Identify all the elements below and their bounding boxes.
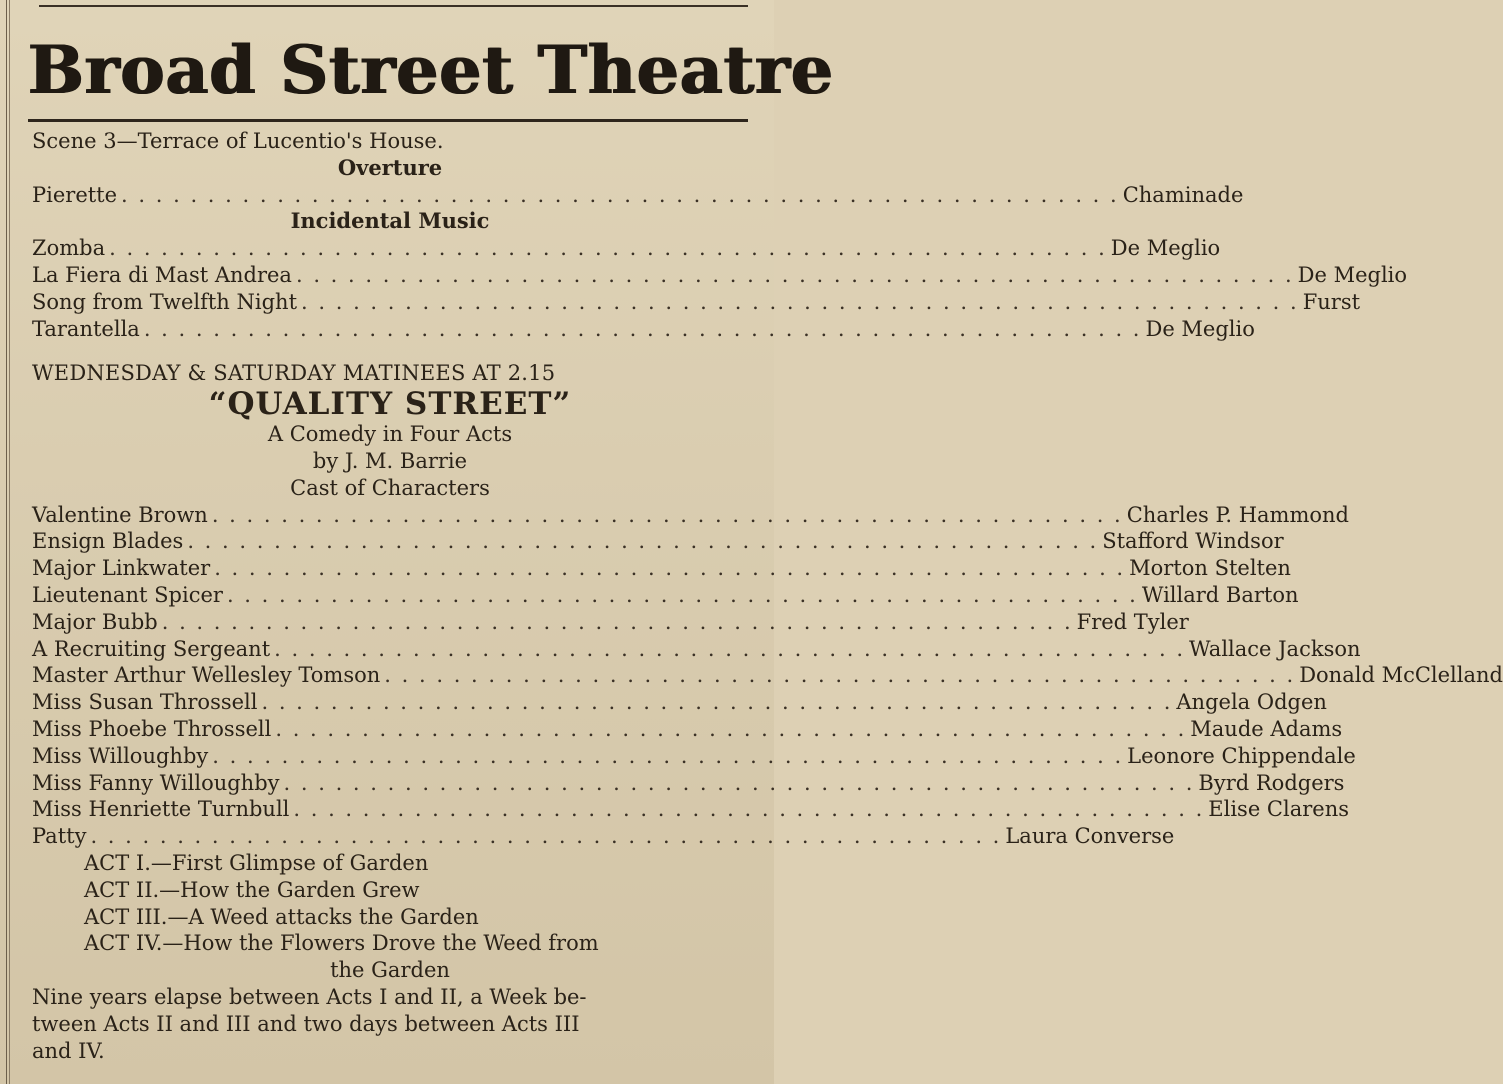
- matinee-announcement: WEDNESDAY & SATURDAY MATINEES AT 2.15: [32, 361, 556, 386]
- cast-role: Valentine Brown: [32, 502, 208, 527]
- cast-role: Miss Henriette Turnbull: [32, 797, 290, 822]
- leader-dots: . . . . . . . . . . . . . . . . . . . . . . . . . . . . . . . . . . . . . . . . . . . . . . . . . . . . .: [293, 797, 1205, 822]
- cast-actor: Laura Converse: [1005, 824, 1175, 849]
- cast-actor: Angela Odgen: [1176, 690, 1327, 715]
- incidental-heading: Incidental Music: [290, 208, 490, 234]
- cast-row: [32, 689, 1327, 716]
- leader-dots: . . . . . . . . . . . . . . . . . . . . . . . . . . . . . . . . . . . . . . . . . . . . . . . . . . . . .: [261, 690, 1173, 715]
- cast-actor: Elise Clarens: [1208, 797, 1349, 822]
- cast-role: Major Bubb: [32, 609, 158, 634]
- leader-dots: . . . . . . . . . . . . . . . . . . . . . . . . . . . . . . . . . . . . . . . . . . . . . . . . . . . . .: [275, 716, 1187, 741]
- cast-row: [32, 662, 1503, 689]
- note-line: and IV.: [32, 1038, 105, 1063]
- cast-row: [32, 555, 1291, 582]
- program-content: [32, 128, 1503, 1064]
- leader-dots: . . . . . . . . . . . . . . . . . . . . . . . . . . . . . . . . . . . . . . . . . . . . . . . . . . . . .: [283, 770, 1195, 795]
- cast-actor: Willard Barton: [1141, 582, 1299, 607]
- act-line: ACT IV.—How the Flowers Drove the Weed from: [84, 931, 599, 956]
- music-composer: De Meglio: [1145, 316, 1255, 341]
- acts-list: [32, 850, 748, 957]
- cast-row: [32, 716, 1343, 743]
- music-composer: Chaminade: [1122, 182, 1244, 207]
- leader-dots: . . . . . . . . . . . . . . . . . . . . . . . . . . . . . . . . . . . . . . . . . . . . . . . . . . . . .: [226, 582, 1138, 607]
- cast-row: [32, 502, 1349, 529]
- play-author: by J. M. Barrie: [312, 448, 468, 473]
- note-paragraph: [32, 984, 748, 1064]
- cast-heading: Cast of Characters: [290, 475, 490, 500]
- cast-role: Master Arthur Wellesley Tomson: [32, 663, 381, 688]
- masthead-title: Broad Street Theatre: [28, 31, 834, 109]
- cast-actor: Charles P. Hammond: [1126, 502, 1349, 527]
- cast-actor: Donald McClelland: [1299, 663, 1503, 688]
- leader-dots: . . . . . . . . . . . . . . . . . . . . . . . . . . . . . . . . . . . . . . . . . . . . . . . . . . . . . . . . . .: [301, 289, 1299, 314]
- spacer: [32, 342, 748, 360]
- music-piece: Zomba: [32, 236, 106, 261]
- cast-role: Lieutenant Spicer: [32, 582, 223, 607]
- cast-row: [32, 609, 1189, 636]
- cast-role: Major Linkwater: [32, 556, 211, 581]
- play-subtitle: A Comedy in Four Acts: [267, 422, 513, 447]
- left-border-inner: [9, 0, 10, 1084]
- cast-actor: Wallace Jackson: [1189, 636, 1361, 661]
- leader-dots: . . . . . . . . . . . . . . . . . . . . . . . . . . . . . . . . . . . . . . . . . . . . . . . . . . . . .: [212, 743, 1124, 768]
- cast-actor: Stafford Windsor: [1102, 529, 1284, 554]
- cast-row: [32, 796, 1349, 823]
- overture-heading: Overture: [337, 154, 443, 180]
- act-line: ACT II.—How the Garden Grew: [84, 877, 420, 902]
- cast-actor: Fred Tyler: [1076, 609, 1189, 634]
- play-title: “QUALITY STREET”: [208, 386, 572, 423]
- music-composer: De Meglio: [1110, 236, 1221, 261]
- cast-role: Miss Fanny Willoughby: [32, 770, 280, 795]
- leader-dots: . . . . . . . . . . . . . . . . . . . . . . . . . . . . . . . . . . . . . . . . . . . . . . . . . . . . .: [384, 663, 1296, 688]
- cast-actor: Maude Adams: [1190, 716, 1343, 741]
- cast-role: Ensign Blades: [32, 529, 184, 554]
- cast-role: Patty: [32, 824, 87, 849]
- note-line: Nine years elapse between Acts I and II, a Week be-: [32, 984, 587, 1009]
- music-piece: Song from Twelfth Night: [32, 289, 298, 314]
- act-line: ACT I.—First Glimpse of Garden: [84, 850, 429, 875]
- cast-actor: Leonore Chippendale: [1127, 743, 1356, 768]
- cast-role: A Recruiting Sergeant: [32, 636, 271, 661]
- music-row: [32, 289, 1361, 316]
- cast-row: [32, 636, 1361, 663]
- leader-dots: . . . . . . . . . . . . . . . . . . . . . . . . . . . . . . . . . . . . . . . . . . . . . . . . . . . . . . . . . .: [109, 236, 1107, 261]
- leader-dots: . . . . . . . . . . . . . . . . . . . . . . . . . . . . . . . . . . . . . . . . . . . . . . . . . . . . .: [211, 502, 1123, 527]
- cast-row: [32, 528, 1284, 555]
- cast-list: [32, 502, 1503, 850]
- act4-continuation: the Garden: [330, 958, 450, 983]
- cast-role: Miss Susan Throssell: [32, 690, 258, 715]
- act-line: ACT III.—A Weed attacks the Garden: [84, 904, 479, 929]
- music-piece: Tarantella: [32, 316, 140, 341]
- music-row: [32, 182, 1244, 209]
- music-row: [32, 316, 1255, 343]
- cast-row: [32, 823, 1175, 850]
- cast-row: [32, 743, 1356, 770]
- leader-dots: . . . . . . . . . . . . . . . . . . . . . . . . . . . . . . . . . . . . . . . . . . . . . . . . . . . . .: [214, 556, 1126, 581]
- leader-dots: . . . . . . . . . . . . . . . . . . . . . . . . . . . . . . . . . . . . . . . . . . . . . . . . . . . . .: [187, 529, 1099, 554]
- cast-actor: Morton Stelten: [1129, 556, 1291, 581]
- music-piece: La Fiera di Mast Andrea: [32, 262, 292, 287]
- leader-dots: . . . . . . . . . . . . . . . . . . . . . . . . . . . . . . . . . . . . . . . . . . . . . . . . . . . . .: [90, 824, 1002, 849]
- scene-line: Scene 3—Terrace of Lucentio's House.: [32, 129, 444, 153]
- leader-dots: . . . . . . . . . . . . . . . . . . . . . . . . . . . . . . . . . . . . . . . . . . . . . . . . . . . . .: [161, 609, 1073, 634]
- music-composer: De Meglio: [1297, 262, 1408, 287]
- cast-row: [32, 582, 1299, 609]
- masthead-rule: [28, 119, 748, 122]
- music-piece: Pierette: [32, 182, 118, 207]
- cast-actor: Byrd Rodgers: [1198, 770, 1345, 795]
- leader-dots: . . . . . . . . . . . . . . . . . . . . . . . . . . . . . . . . . . . . . . . . . . . . . . . . . . . . . . . . . .: [295, 262, 1294, 287]
- music-row: [32, 262, 1408, 289]
- top-rule: [39, 5, 748, 7]
- cast-row: [32, 770, 1345, 797]
- left-border: [6, 0, 7, 1084]
- leader-dots: . . . . . . . . . . . . . . . . . . . . . . . . . . . . . . . . . . . . . . . . . . . . . . . . . . . . .: [274, 636, 1186, 661]
- music-row: [32, 235, 1221, 262]
- cast-role: Miss Phoebe Throssell: [32, 716, 272, 741]
- leader-dots: . . . . . . . . . . . . . . . . . . . . . . . . . . . . . . . . . . . . . . . . . . . . . . . . . . . . . . . . . .: [121, 182, 1119, 207]
- note-line: tween Acts II and III and two days between Acts III: [32, 1011, 580, 1036]
- music-composer: Furst: [1302, 289, 1361, 314]
- cast-role: Miss Willoughby: [32, 743, 209, 768]
- leader-dots: . . . . . . . . . . . . . . . . . . . . . . . . . . . . . . . . . . . . . . . . . . . . . . . . . . . . . . . . . .: [143, 316, 1142, 341]
